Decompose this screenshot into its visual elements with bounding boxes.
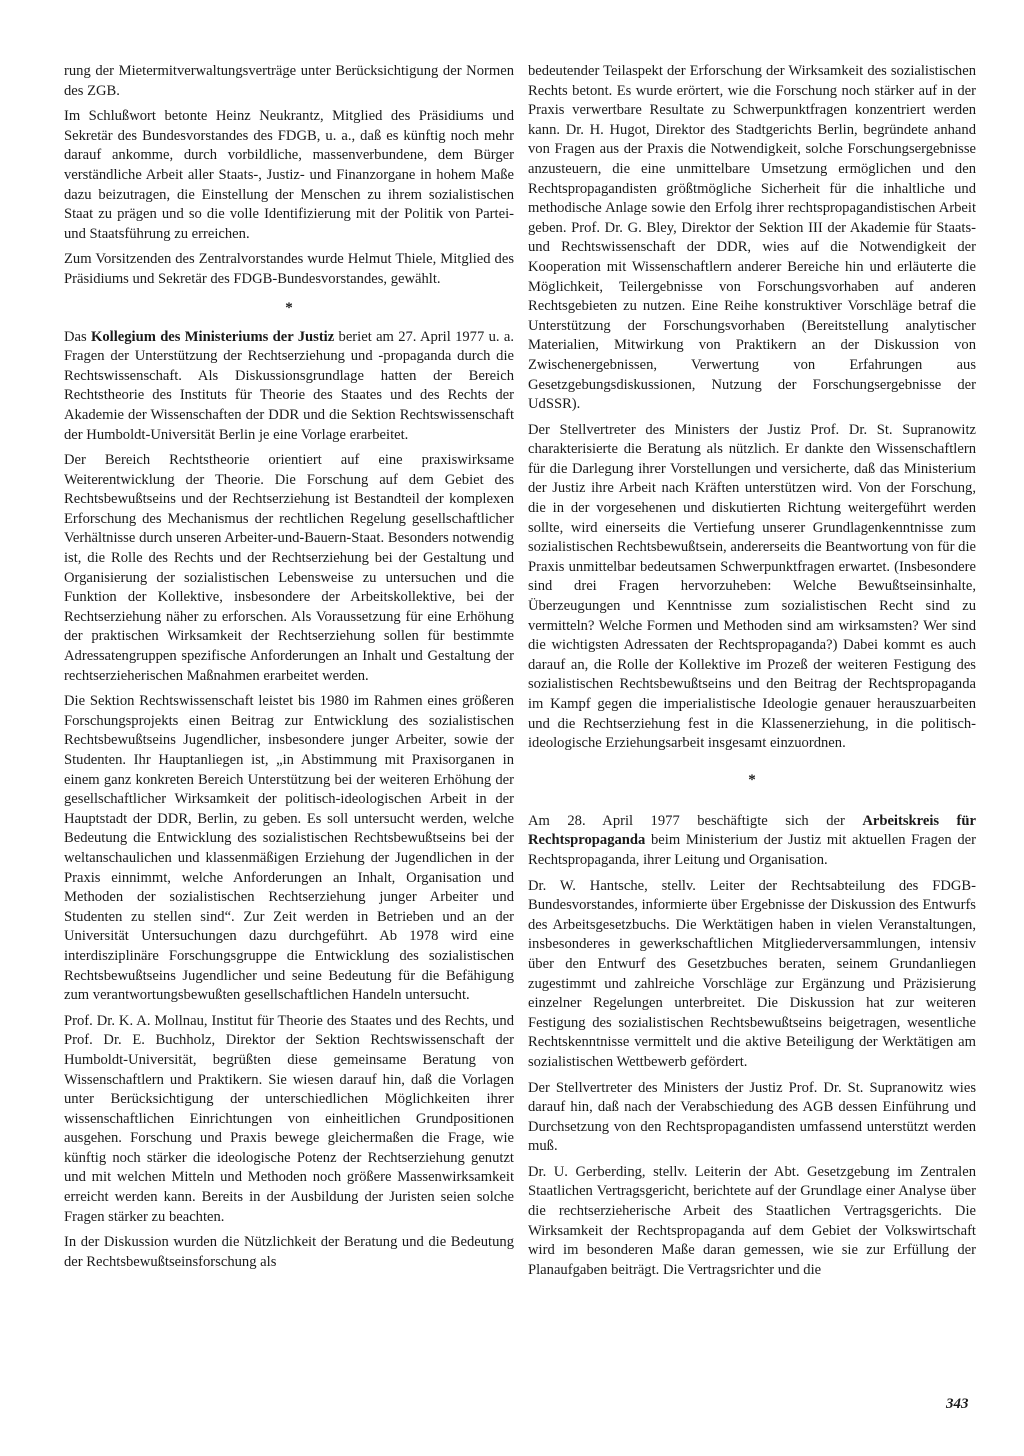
paragraph: In der Diskussion wurden die Nützlichkeit der Beratung und die Bedeutung der Rechtsbewußtseinsforschung als [64,1234,514,1270]
section-separator: * [748,771,756,788]
right-column [528,62,976,1286]
bold-subject: Kollegium des Ministeriums der Justiz [91,328,335,345]
paragraph: bedeutender Teilaspekt der Erforschung der Wirksamkeit des sozialistischen Rechts betont. Es wurde erörtert, wie die Forschung noch stärker auf in der Praxis verwertbare Resultate zu Schwerpunktfragen konzentriert werden kann. Dr. H. Hugot, Direktor des Stadtgerichts Berlin, begründete anhand von Fragen aus der Praxis die Notwendigkeit, solche Forschungsergebnisse anzusteuern, die eine unmittelbare Umsetzung ermöglichen und den Rechtspropagandisten größtmögliche Sicherheit für die inhaltliche und methodische Anlage sowie den Erfolg ihrer rechtspropagandistischen Arbeit geben. Prof. Dr. G. Bley, Direktor der Sektion III der Akademie für Staats- und Rechtswissenschaft der DDR, wies auf die Notwendigkeit der Kooperation mit Wissenschaftlern anderer Bereiche hin und erläuterte die Möglichkeit, Teilergebnisse von Forschungsvorhaben auf anderen Rechtsgebieten zu nutzen. Eine Reihe konstruktiver Vorschläge betraf die Unterstützung der Forschungsvorhaben (Bereitstellung analytischer Materialien, Mitwirkung von Praktikern an der Diskussion von Zwischenergebnissen, Verwertung von Erfahrungen aus Gesetzgebungsdiskussionen, Nutzung der Forschungsergebnisse der UdSSR). [528,63,976,413]
paragraph: Der Stellvertreter des Ministers der Justiz Prof. Dr. St. Supranowitz wies darauf hin, daß nach der Verabschiedung des AGB dessen Einführung und Durchsetzung von den Rechtspropagandisten umfassend unterstützt werden muß. [528,1079,976,1155]
section-separator: * [285,299,293,316]
paragraph: Prof. Dr. K. A. Mollnau, Institut für Theorie des Staates und des Rechts, und Prof. Dr. E. Buchholz, Direktor der Sektion Rechtswissenschaft der Humboldt-Universität, begrüßten diese gemeinsame Beratung von Wissenschaftlern und Praktikern. Sie wiesen darauf hin, daß die Vorlagen unter Berücksichtigung der unterschiedlichen Möglichkeiten ihrer wissenschaftlichen Einrichtungen von einheitlichen Grundpositionen ausgehen. Forschung und Praxis bewege gleichermaßen die Frage, wie künftig noch stärker die ideologische Potenz der Rechtserziehung genutzt und mit welchen Mitteln und Methoden noch größere Massenwirksamkeit erreicht werden kann. Bereits in der Ausbildung der Juristen seien solche Fragen stärker zu beachten. [64,1012,514,1225]
left-column [64,62,514,1278]
paragraph [528,812,976,871]
bold-subject: Arbeitskreis für Rechtspropaganda [528,812,976,849]
paragraph [64,328,514,446]
paragraph-body: beriet am 27. April 1977 u. a. Fragen der Unterstützung der Rechtserziehung und -propaganda durch die Rechtswissenschaft. Als Diskussionsgrundlage hatten der Bereich Rechtstheorie des Instituts für Theorie des Staates und des Rechts der Akademie der Wissenschaften der DDR und die Sektion Rechtswissenschaft der Humboldt-Universität Berlin je eine Vorlage erarbeitet. [64,328,514,443]
paragraph: Der Bereich Rechtstheorie orientiert auf eine praxiswirksame Weiterentwicklung der Theorie. Die Forschung auf dem Gebiet des Rechtsbewußtseins und der Rechtserziehung ist Bestandteil der komplexen Erforschung des Mechanismus der rechtlichen Regelung gesellschaftlicher Verhältnisse durch unseren Arbeiter-und-Bauern-Staat. Besonders notwendig ist, die Rolle des Rechts und der Rechtserziehung bei der Gestaltung und Organisierung der sozialistischen Lebensweise zu untersuchen und die Funktion der Kollektive, insbesondere der Arbeitskollektive, bei der Rechtserziehung näher zu erforschen. Als Voraussetzung für eine Erhöhung der praktischen Wirksamkeit der Rechtserziehung sollen für bestimmte Adressatengruppen spezifische Anforderungen an Inhalt und Gestaltung der rechtserzieherischen Maßnahmen erarbeitet werden. [64,452,514,684]
paragraph-lead-in: Das [64,328,92,345]
paragraph: Dr. W. Hantsche, stellv. Leiter der Rechtsabteilung des FDGB-Bundesvorstandes, informierte über Ergebnisse der Diskussion des Entwurfs des Arbeitsgesetzbuchs. Die Werktätigen haben in vielen Veranstaltungen, insbesonderes in gewerkschaftlichen Mitgliederversammlungen, intensiv über den Entwurf des Gesetzbuches beraten, seinem Grundanliegen zugestimmt und zahlreiche Vorschläge zur Ergänzung und Präzisierung einzelner Regelungen unterbreitet. Die Diskussion hat zur weiteren Festigung des sozialistischen Rechtsbewußtseins beigetragen, wesentliche Rechtskenntnisse vermittelt und die aktive Beteiligung der Werktätigen am sozialistischen Wettbewerb gefördert. [528,877,976,1070]
paragraph-lead-in: Am 28. April 1977 beschäftigte sich der [528,812,863,829]
paragraph: Im Schlußwort betonte Heinz Neukrantz, Mitglied des Präsidiums und Sekretär des Bundesvorstandes des FDGB, u. a., daß es künftig noch mehr darauf ankomme, durch vorbildliche, massenverbundene, dem Bürger verständliche Arbeit aller Staats-, Justiz- und Finanzorgane in hohem Maße dazu beizutragen, die Einstellung der Menschen zu ihrem sozialistischen Staat zu prägen und so die volle Identifizierung mit der Politik von Partei- und Staatsführung zu erreichen. [64,108,514,242]
paragraph: Dr. U. Gerberding, stellv. Leiterin der Abt. Gesetzgebung im Zentralen Staatlichen Vertragsgericht, berichtete auf der Grundlage einer Analyse über die rechtserzieherische Arbeit des Staatlichen Vertragsgerichts. Die Wirksamkeit der Rechtspropaganda auf dem Gebiet der Volkswirtschaft wird im besonderen Maße daran gemessen, wie sie zur Erfüllung der Planaufgaben beiträgt. Die Vertragsrichter und die [528,1163,976,1278]
paragraph: Zum Vorsitzenden des Zentralvorstandes wurde Helmut Thiele, Mitglied des Präsidiums und Sekretär des FDGB-Bundesvorstandes, gewählt. [64,251,514,287]
paragraph: Die Sektion Rechtswissenschaft leistet bis 1980 im Rahmen eines größeren Forschungsprojekts einen Beitrag zur Entwicklung des sozialistischen Rechtsbewußtseins Jugendlicher, insbesondere junger Arbeiter, sowie der Studenten. Ihr Hauptanliegen ist, „in Abstimmung mit Praxisorganen in einem ganz konkreten Bereich Unterstützung bei der weiteren Erhöhung der gesellschaftlicher Wirksamkeit der politisch-ideologischen Arbeit in der Hauptstadt der DDR, Berlin, zu geben. Es soll untersucht werden, welche Bedeutung die Entwicklung des sozialistischen Rechtsbewußtseins bei der weltanschaulichen und klassenmäßigen Erziehung der Jugendlichen in der Praxis einnimmt, welche Anforderungen an Inhalt, Organisation und Methoden der sozialistischen Rechtserziehung junger Arbeiter und Studenten zu stellen sind“. Zur Zeit werden in Betrieben und an der Universität Untersuchungen dazu durchgeführt. Ab 1978 wird eine interdisziplinäre Forschungsgruppe die Entwicklung des sozialistischen Rechtsbewußtseins Jugendlicher und seine Bedeutung für die Befähigung zum verantwortungsbewußten gesellschaftlichen Handeln untersucht. [64,693,514,1004]
paragraph: rung der Mietermitverwaltungsverträge unter Berücksichtigung der Normen des ZGB. [64,63,514,99]
paragraph: Der Stellvertreter des Ministers der Justiz Prof. Dr. St. Supranowitz charakterisierte die Beratung als nützlich. Er dankte den Wissenschaftlern für die Darlegung ihrer Vorstellungen und versicherte, daß das Ministerium der Justiz ihre Arbeit nach Kräften unterstützen wird. Von der Forschung, die in der vorgesehenen und diskutierten Richtung weitergeführt werden sollte, wird einerseits die Vertiefung unserer Grundlagenkenntnisse zum sozialistischen Rechtsbewußtsein, andererseits die Beantwortung von für die Praxis unmittelbar bedeutsamen Schwerpunktfragen erwartet. (Insbesondere sind drei Fragen hervorzuheben: Welche Bewußtseinsinhalte, Überzeugungen und Kenntnisse zum sozialistischen Recht sind zu vermitteln? Welche Formen und Methoden sind am wirksamsten? Wer sind die wichtigsten Adressaten der Rechtspropaganda?) Dabei kommt es auch darauf an, die Rolle der Kollektive im Prozeß der weiteren Festigung des sozialistischen Rechtsbewußtseins und den Beitrag der Rechtspropaganda im Kampf gegen die imperialistische Ideologie genauer herauszuarbeiten und die Rechtserziehung fest in die Klassenerziehung, in die politisch-ideologische Erziehungsarbeit insgesamt einzuordnen. [528,421,976,752]
page-number: 343 [946,1396,969,1412]
paragraph-body: beim Ministerium der Justiz mit aktuellen Fragen der Rechtspropaganda, ihrer Leitung und Organisation. [528,832,976,868]
